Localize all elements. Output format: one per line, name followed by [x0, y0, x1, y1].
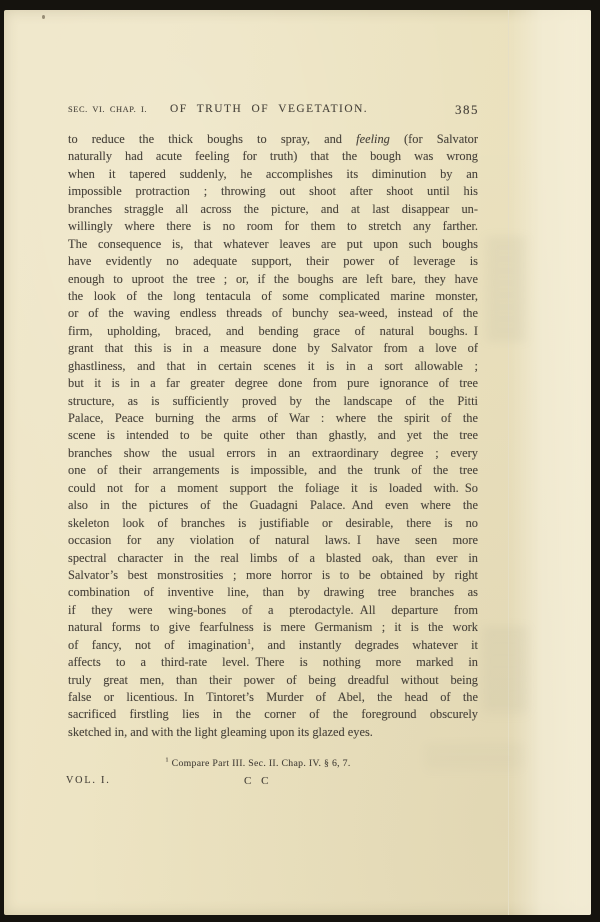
text-line: combination of inventive line, than by drawing tree branches as: [68, 585, 478, 600]
body-text: [68, 131, 478, 741]
text-line: to reduce the thick boughs to spray, and feeling (for Salvator: [68, 132, 478, 146]
text-line: ghastliness, and that in certain scenes it is in a sort allowable ;: [68, 358, 478, 373]
text-line: The consequence is, that whatever leaves are put upon such boughs: [68, 236, 478, 251]
text-line: have evidently no adequate support, their power of leverage is: [68, 254, 478, 269]
text-line: Palace, Peace burning the arms of War : where the spirit of the: [68, 411, 478, 425]
text-line: truly great men, than their power of being dreadful without being: [68, 672, 478, 687]
text-line: of fancy, not of imagination$^1$, and instantly degrades whatever it: [68, 636, 478, 652]
book-page-paper: [4, 10, 591, 915]
text-line: could not for a moment support the foliage it is loaded with. So: [68, 480, 478, 495]
text-line: occasion for any violation of natural laws. I have seen more: [68, 533, 478, 548]
volume-label: VOL. I.: [66, 775, 111, 786]
text-line: false or licentious. In Tintoret’s Murder of Abel, the head of the: [68, 690, 478, 704]
ink-showthrough: [486, 238, 526, 340]
text-line: naturally had acute feeling for truth) that the bough was wrong: [68, 149, 478, 164]
running-head-section: SEC. VI. CHAP. I.: [68, 105, 148, 114]
text-line: also in the pictures of the Guadagni Palace. And even where the: [68, 498, 478, 513]
text-line: firm, upholding, braced, and bending grace of natural boughs. I: [68, 323, 478, 338]
text-line: structure, as is sufficiently proved by the landscape of the Pitti: [68, 393, 478, 408]
paper-speck: [42, 15, 45, 19]
text-line: but it is in a far greater degree done from pure ignorance of tree: [68, 376, 478, 391]
running-head-title: OF TRUTH OF VEGETATION.: [170, 103, 369, 115]
signature-mark: C C: [244, 775, 270, 787]
page-edge: [508, 10, 591, 915]
text-line: scene is intended to be quite other than ghastly, and yet the tree: [68, 428, 478, 443]
text-line: grant that this is in a measure done by Salvator from a love of: [68, 341, 478, 356]
text-line: willingly where there is no room for them to stretch any farther.: [68, 219, 478, 234]
page-number: 385: [455, 102, 479, 117]
text-line: enough to uproot the tree ; or, if the boughs are left bare, they have: [68, 271, 478, 286]
text-line: skeleton look of branches is justifiable or desirable, there is no: [68, 515, 478, 530]
text-line: or of the waving endless threads of bunchy sea-weed, instead of the: [68, 306, 478, 321]
text-line: sketched in, and with the light gleaming upon its glazed eyes.: [68, 724, 373, 739]
text-line: one of their arrangements is impossible, and the trunk of the tree: [68, 463, 478, 478]
text-line: branches straggle all across the picture, and at last disappear un-: [68, 201, 478, 216]
text-line: spectral character in the real limbs of a blasted oak, than ever in: [68, 550, 478, 565]
text-line: natural forms to give fearfulness is mere Germanism ; it is the work: [68, 620, 478, 635]
text-line: impossible protraction ; throwing out shoot after shoot until his: [68, 184, 478, 199]
text-line: if they were wing-bones of a pterodactyle. All departure from: [68, 602, 478, 617]
text-line: branches show the usual errors in an extraordinary degree ; every: [68, 445, 478, 460]
text-line: affects to a third-rate level. There is nothing more marked in: [68, 655, 478, 670]
text-line: sacrificed firstling lies in the corner of the foreground obscurely: [68, 707, 478, 722]
text-line: when it tapered suddenly, he accomplishes its diminution by an: [68, 166, 478, 181]
footnote: $^1$ Compare Part III. Sec. II. Chap. IV. § 6, 7.: [165, 756, 351, 769]
text-line: the look of the long tentacula of some complicated marine monster,: [68, 288, 478, 303]
ink-showthrough: [482, 628, 528, 714]
text-line: Salvator’s best monstrosities ; more horror is to be obtained by right: [68, 567, 478, 582]
